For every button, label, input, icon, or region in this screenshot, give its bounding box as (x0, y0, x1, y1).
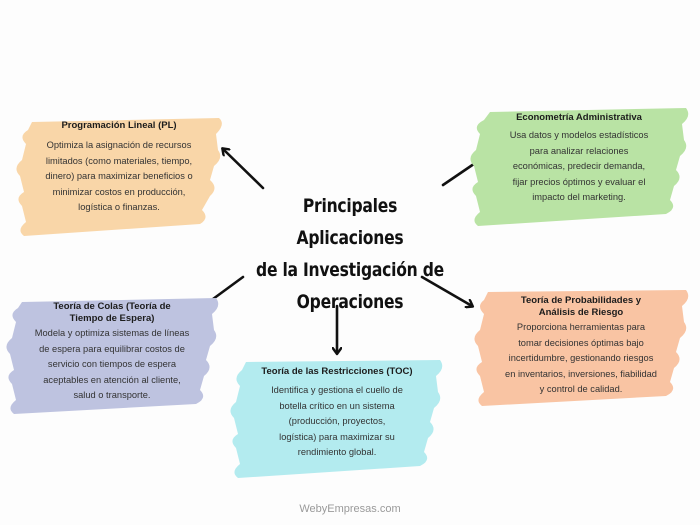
card-programacion-lineal (14, 114, 224, 240)
card-description: Modela y optimiza sistemas de líneas de espera para equilibrar costos de servicio con tiempos de espera aceptables en atención al cliente, salud o transporte. (34, 328, 190, 400)
watermark: WebyEmpresas.com (299, 503, 401, 515)
diagram-title: Principales Aplicaciones de la Investigación de Operaciones (256, 195, 444, 313)
card-heading: Econometría Administrativa (516, 112, 642, 123)
card-teoria-probabilidades (472, 288, 690, 408)
card-heading: Teoría de Colas (Teoría de Tiempo de Espera) (53, 301, 171, 324)
arrow-to-pl (223, 149, 263, 188)
card-heading: Teoría de las Restricciones (TOC) (261, 366, 413, 377)
card-heading: Teoría de Probabilidades y Análisis de Riesgo (520, 295, 642, 318)
card-description: Proporciona herramientas para tomar decisiones óptimas bajo incertidumbre, gestionando riesgos en inventarios, inversiones, fiabilidad y control de calidad. (505, 322, 657, 394)
card-econometria-administrativa (468, 106, 690, 230)
card-heading: Programación Lineal (PL) (61, 120, 177, 131)
card-teoria-restricciones (230, 358, 444, 480)
card-description: Identifica y gestiona el cuello de botella crítico en un sistema (producción, proyectos, logística) para maximizar su rendimiento global. (271, 385, 403, 457)
card-description: Optimiza la asignación de recursos limitados (como materiales, tiempo, dinero) para maximizar beneficios o minimizar costos en producción, logística o finanzas. (45, 140, 193, 212)
card-teoria-de-colas (6, 296, 218, 418)
card-description: Usa datos y modelos estadísticos para analizar relaciones económicas, predecir demanda, fijar precios óptimos y evaluar el impacto del marketing. (509, 130, 649, 202)
